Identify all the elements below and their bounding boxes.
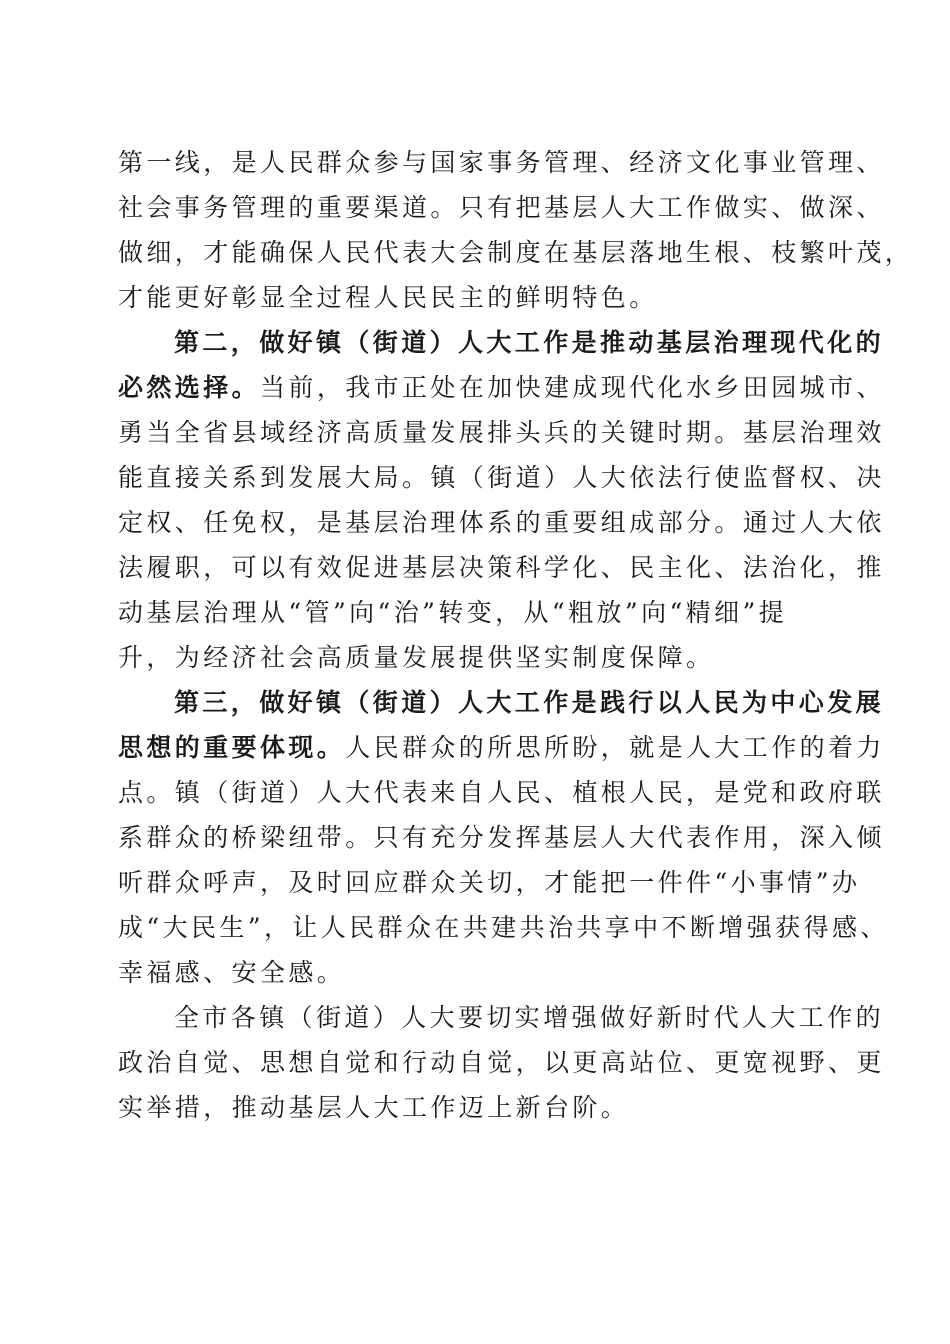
text-line: 能直接关系到发展大局。镇（街道）人大依法行使监督权、决 xyxy=(118,463,885,492)
text-line: 才能更好彰显全过程人民民主的鲜明特色。 xyxy=(118,283,658,312)
text-line: 勇当全省县域经济高质量发展排头兵的关键时期。基层治理效 xyxy=(118,418,885,447)
text-line: 系群众的桥梁纽带。只有充分发挥基层人大代表作用，深入倾 xyxy=(118,823,885,852)
section-heading-third-end: 思想的重要体现。 xyxy=(118,733,346,762)
text-line: 动基层治理从“管”向“治”转变，从“粗放”向“精细”提 xyxy=(118,598,788,627)
text-line: 成“大民生”，让人民群众在共建共治共享中不断增强获得感、 xyxy=(118,913,889,942)
text-segment: 人民群众的所思所盼，就是人大工作的着力 xyxy=(345,733,885,762)
section-heading-second-end: 必然选择。 xyxy=(118,373,261,402)
text-line: 社会事务管理的重要渠道。只有把基层人大工作做实、做深、 xyxy=(118,193,885,222)
text-line: 听群众呼声，及时回应群众关切，才能把一件件“小事情”办 xyxy=(118,868,861,897)
section-heading-second: 第二，做好镇（街道）人大工作是推动基层治理现代化的 xyxy=(174,328,885,357)
text-line: 做细，才能确保人民代表大会制度在基层落地生根、枝繁叶茂， xyxy=(118,238,914,267)
document-body xyxy=(118,140,914,1130)
text-line: 第一线，是人民群众参与国家事务管理、经济文化事业管理、 xyxy=(118,148,885,177)
text-segment: 当前，我市正处在加快建成现代化水乡田园城市、 xyxy=(260,373,885,402)
text-line: 幸福感、安全感。 xyxy=(118,958,346,987)
text-line: 点。镇（街道）人大代表来自人民、植根人民，是党和政府联 xyxy=(118,778,885,807)
section-heading-third: 第三，做好镇（街道）人大工作是践行以人民为中心发展 xyxy=(174,688,885,717)
text-line xyxy=(118,365,885,410)
text-line: 全市各镇（街道）人大要切实增强做好新时代人大工作的 xyxy=(174,1003,885,1032)
text-line: 政治自觉、思想自觉和行动自觉，以更高站位、更宽视野、更 xyxy=(118,1048,885,1077)
text-line: 定权、任免权，是基层治理体系的重要组成部分。通过人大依 xyxy=(118,508,885,537)
text-line: 升，为经济社会高质量发展提供坚实制度保障。 xyxy=(118,643,715,672)
text-line xyxy=(118,725,885,770)
text-line: 法履职，可以有效促进基层决策科学化、民主化、法治化，推 xyxy=(118,553,885,582)
text-line: 实举措，推动基层人大工作迈上新台阶。 xyxy=(118,1093,630,1122)
